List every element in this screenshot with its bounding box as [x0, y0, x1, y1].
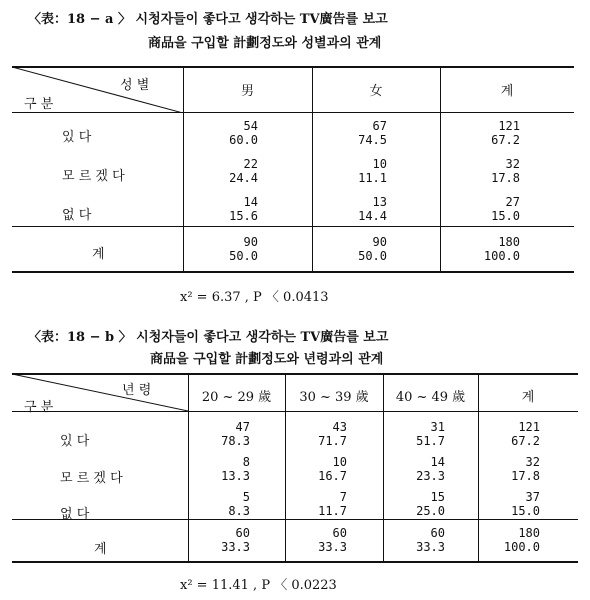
table-b-title-line2: 商品을 구입할 計劃정도와 년령과의 관계 [150, 352, 384, 367]
table-b-total-cell: 60 33.3 [221, 526, 250, 554]
table-b-cell: 5 8.3 [228, 490, 250, 518]
table-a-stat: x² = 6.37 , P 〈 0.0413 [180, 290, 329, 305]
table-b-cell: 14 23.3 [416, 455, 445, 483]
table-a-total-cell: 90 50.0 [358, 235, 387, 263]
table-b-col-30s: 30 ~ 39 歲 [299, 390, 369, 405]
table-b-total-label: 계 [94, 542, 107, 557]
table-a-cell: 14 15.6 [229, 195, 258, 223]
table-b-header-top: 년 령 [122, 383, 152, 398]
table-b-cell: 10 16.7 [318, 455, 347, 483]
table-b-col-total: 계 [521, 390, 535, 405]
table-b-total-cell: 60 33.3 [318, 526, 347, 554]
table-a-total-cell: 90 50.0 [229, 235, 258, 263]
table-a-row-label: 있 다 [62, 130, 92, 145]
table-b-cell: 43 71.7 [318, 420, 347, 448]
table-a-col-female: 女 [369, 84, 383, 99]
table-b-title-line1: 〈表：18 − b 〉 시청자들이 좋다고 생각하는 TV廣告를 보고 [28, 330, 389, 345]
table-a-cell: 10 11.1 [358, 157, 387, 185]
table-a-cell: 13 14.4 [358, 195, 387, 223]
table-b-cell: 15 25.0 [416, 490, 445, 518]
table-b-header-rule [12, 411, 578, 412]
table-a-cell: 121 67.2 [491, 119, 520, 147]
table-b-cell: 8 13.3 [221, 455, 250, 483]
table-b-total-rule [12, 519, 578, 520]
table-a-cell: 32 17.8 [491, 157, 520, 185]
table-b-total-cell: 180 100.0 [503, 526, 540, 554]
table-b-row-label: 없 다 [60, 507, 90, 522]
table-b-cell: 121 67.2 [511, 420, 540, 448]
table-b-row-label: 있 다 [60, 434, 90, 449]
table-b-cell: 47 78.3 [221, 420, 250, 448]
table-b-row-label: 모 르 겠 다 [60, 471, 123, 486]
table-a-col-total: 계 [500, 84, 514, 99]
table-a-header-top: 성 별 [120, 78, 150, 93]
table-a-cell: 27 15.0 [491, 195, 520, 223]
table-a-cell: 22 24.4 [229, 157, 258, 185]
table-a-title-line2: 商品을 구입할 計劃정도와 성별과의 관계 [148, 36, 382, 51]
table-a-bottom-rule [12, 271, 574, 273]
table-a-row-label: 없 다 [62, 208, 92, 223]
table-b-cell: 32 17.8 [511, 455, 540, 483]
table-b-cell: 37 15.0 [511, 490, 540, 518]
table-b-header-bottom: 구 분 [24, 400, 54, 415]
table-a-total-label: 계 [92, 247, 105, 262]
table-b-bottom-rule [12, 561, 578, 563]
table-a-total-rule [12, 226, 574, 227]
table-a-col-male: 男 [240, 84, 254, 99]
table-a-total-cell: 180 100.0 [483, 235, 520, 263]
table-b-total-cell: 60 33.3 [416, 526, 445, 554]
table-b-stat: x² = 11.41 , P 〈 0.0223 [180, 578, 337, 593]
table-a-row-label: 모 르 겠 다 [62, 169, 125, 184]
table-b-cell: 7 11.7 [318, 490, 347, 518]
table-b-cell: 31 51.7 [416, 420, 445, 448]
table-a-cell: 54 60.0 [229, 119, 258, 147]
table-a-cell: 67 74.5 [358, 119, 387, 147]
table-a-header-bottom: 구 분 [24, 97, 54, 112]
table-b-col-20s: 20 ~ 29 歲 [201, 390, 272, 405]
table-b-col-40s: 40 ~ 49 歲 [395, 390, 466, 405]
table-a-title-line1: 〈表：18 − a 〉 시청자들이 좋다고 생각하는 TV廣告를 보고 [28, 12, 388, 27]
